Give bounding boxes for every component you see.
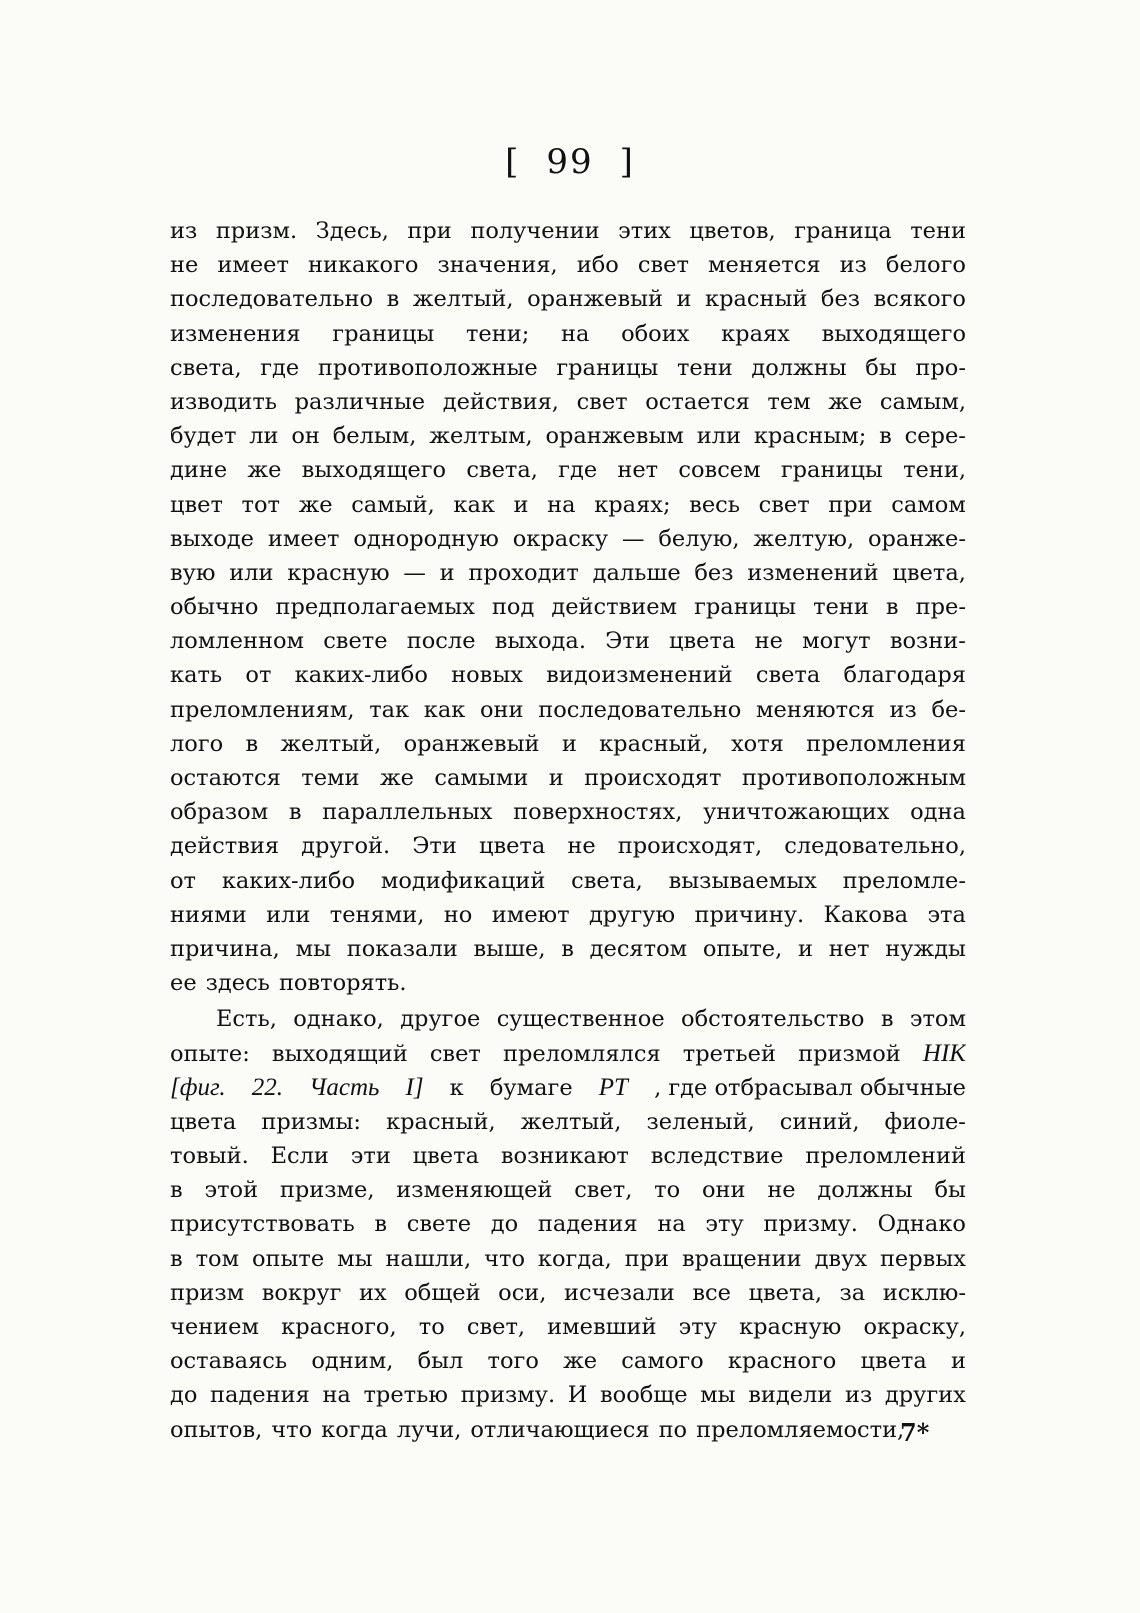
- text-line: товый. Если эти цвета возникают вследствие преломлений: [170, 1143, 966, 1170]
- text-line: опыте: выходящий свет преломлялся третьей призмой HIK: [170, 1037, 966, 1071]
- prism-label: HIK: [922, 1039, 966, 1067]
- text-line: ниями или тенями, но имеют другую причину. Какова эта: [170, 901, 966, 928]
- text-line: будет ли он белым, желтым, оранжевым или красным; в сере-: [170, 423, 966, 450]
- text-line: присутствовать в свете до падения на эту призму. Однако: [170, 1211, 966, 1238]
- text-line: цвета призмы: красный, желтый, зеленый, синий, фиоле-: [170, 1108, 966, 1135]
- text-line: причина, мы показали выше, в десятом опыте, и нет нужды: [170, 935, 966, 962]
- text-line: из призм. Здесь, при получении этих цветов, граница тени: [170, 218, 966, 244]
- text-line: до падения на третью призму. И вообще мы видели из других: [170, 1382, 966, 1409]
- text-line: изменения границы тени; на обоих краях выходящего: [170, 320, 966, 347]
- text-line: чением красного, то свет, имевший эту красную окраску,: [170, 1314, 966, 1340]
- text-line: дине же выходящего света, где нет совсем границы тени,: [170, 457, 966, 484]
- text-line: в этой призме, изменяющей свет, то они не должны бы: [170, 1177, 966, 1204]
- bracket-close: ]: [619, 142, 635, 182]
- text-line: призм вокруг их общей оси, исчезали все цвета, за исклю-: [170, 1279, 966, 1306]
- paper-label: PT: [598, 1073, 628, 1101]
- text-line: преломлениям, так как они последовательно меняются из бе-: [170, 696, 966, 723]
- signature-mark: 7*: [900, 1418, 930, 1447]
- text-line: кать от каких-либо новых видоизменений света благодаря: [170, 662, 966, 689]
- text-line: выходе имеет однородную окраску — белую, желтую, оранже-: [170, 525, 966, 552]
- text-line: цвет тот же самый, как и на краях; весь свет при самом: [170, 491, 966, 518]
- text-line: от каких-либо модификаций света, вызываемых преломле-: [170, 867, 966, 894]
- text-line: изводить различные действия, свет остается тем же самым,: [170, 388, 966, 415]
- line-tail: , где отбрасывал обычные: [654, 1074, 966, 1101]
- text-line: вую или красную — и проходит дальше без изменений цвета,: [170, 559, 966, 586]
- body-text: [170, 214, 966, 1447]
- text-line: остаются теми же самыми и происходят противоположным: [170, 765, 966, 791]
- text-line: образом в параллельных поверхностях, уничтожающих одна: [170, 799, 966, 826]
- text-line: Есть, однако, другое существенное обстоятельство в этом: [216, 1006, 966, 1033]
- text-line: действия другой. Эти цвета не происходят, следовательно,: [170, 833, 966, 860]
- text-line: оставаясь одним, был того же самого красного цвета и: [170, 1348, 966, 1375]
- page-header: [0, 142, 1140, 182]
- text-line: [фиг. 22. Часть I] к бумаге PT , где отбрасывал обычные: [170, 1071, 966, 1105]
- text-line: опытов, что когда лучи, отличающиеся по преломляемости,: [170, 1416, 905, 1443]
- text-line: света, где противоположные границы тени должны бы про-: [170, 354, 966, 381]
- text-line: ее здесь повторять.: [170, 970, 407, 997]
- page-number: 99: [546, 142, 594, 182]
- text-line: лого в желтый, оранжевый и красный, хотя преломления: [170, 730, 966, 757]
- text-line: обычно предполагаемых под действием границы тени в пре-: [170, 594, 966, 621]
- text-line: не имеет никакого значения, ибо свет меняется из белого: [170, 252, 966, 279]
- text-line: последовательно в желтый, оранжевый и красный без всякого: [170, 286, 966, 313]
- bracket-open: [: [505, 142, 521, 182]
- text-line: ломленном свете после выхода. Эти цвета не могут возни-: [170, 628, 966, 655]
- text-line: в том опыте мы нашли, что когда, при вращении двух первых: [170, 1245, 966, 1272]
